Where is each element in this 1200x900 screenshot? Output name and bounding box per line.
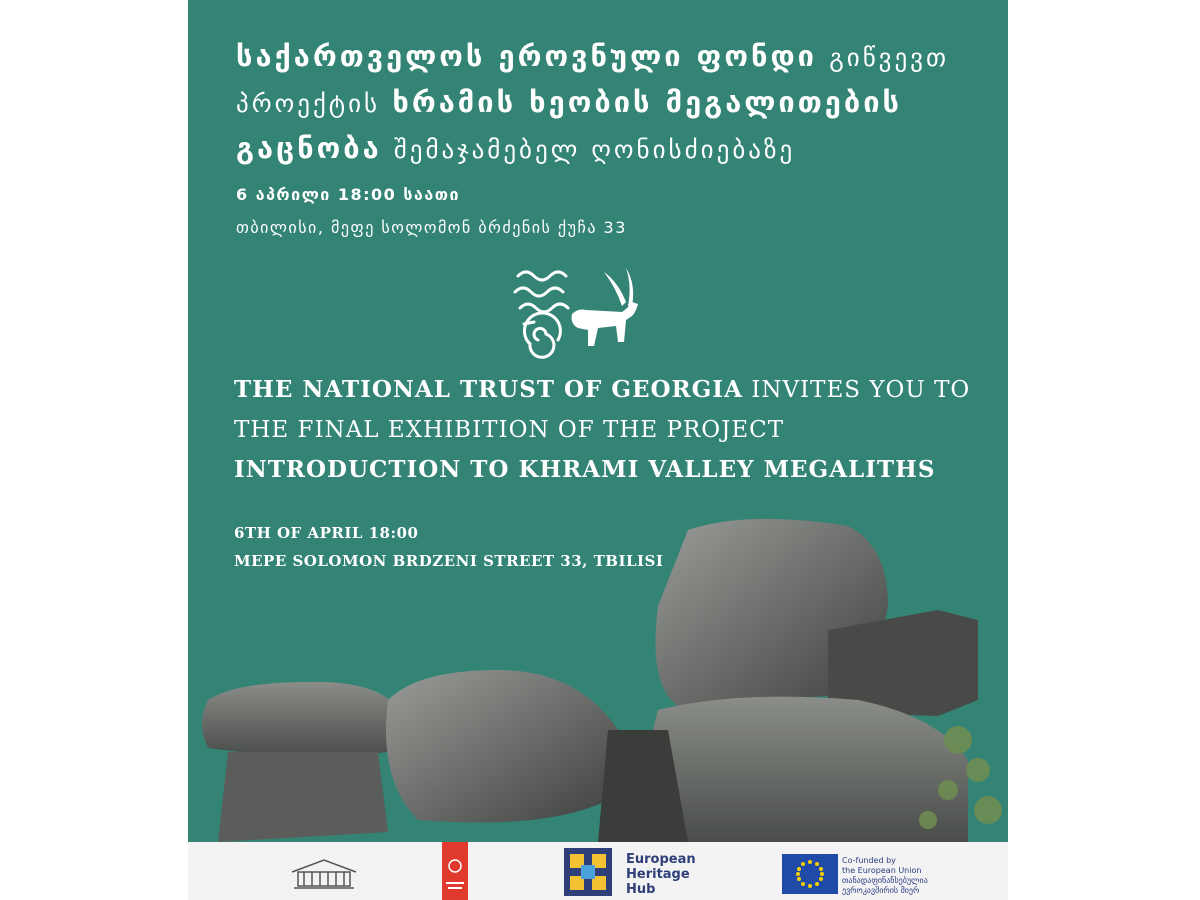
- partner-logos-bar: [188, 842, 1008, 900]
- europa-nostra-logo-icon: [442, 842, 468, 900]
- eu-line-2: the European Union: [842, 866, 922, 875]
- georgian-title: [236, 34, 996, 172]
- eu-flag-icon: [782, 854, 838, 894]
- megalith-stones-image: [188, 490, 1008, 842]
- european-heritage-hub-text: [626, 852, 696, 897]
- ehh-line-3: Hub: [626, 882, 656, 897]
- georgian-title-event: შემაჯამებელ ღონისძიებაზე: [393, 135, 796, 164]
- eu-line-4: ევროკავშირის მიერ: [842, 886, 920, 895]
- ehh-line-2: Heritage: [626, 867, 690, 882]
- eu-line-3: თანადაფინანსებულია: [842, 876, 928, 885]
- english-title-invites: INVITES YOU TO: [751, 377, 971, 403]
- georgian-title-invites: გიწვევთ: [829, 43, 949, 72]
- english-title-project: INTRODUCTION TO KHRAMI VALLEY MEGALITHS: [234, 456, 936, 483]
- georgian-date: 6 აპრილი 18:00 საათი: [236, 185, 460, 204]
- georgian-title-name: ხრამის ხეობის მეგალითების: [392, 85, 903, 119]
- national-trust-logo-icon: [284, 842, 364, 900]
- english-date: 6TH OF APRIL 18:00: [234, 524, 419, 542]
- georgian-title-project: პროექტის: [236, 89, 381, 118]
- georgian-title-name-end: გაცნობა: [236, 131, 382, 165]
- english-title: [234, 370, 994, 490]
- invitation-poster: [188, 0, 1008, 842]
- eu-line-1: Co-funded by: [842, 856, 896, 865]
- english-address: MEPE SOLOMON BRDZENI STREET 33, TBILISI: [234, 552, 664, 570]
- european-heritage-hub-logo-icon: [560, 842, 616, 900]
- eu-cofunded-text: [842, 856, 928, 896]
- georgian-title-org: საქართველოს ეროვნული ფონდი: [236, 39, 818, 73]
- georgian-address: თბილისი, მეფე სოლომონ ბრძენის ქუჩა 33: [236, 218, 627, 237]
- english-title-org: THE NATIONAL TRUST OF GEORGIA: [234, 376, 743, 403]
- english-title-exhibition: THE FINAL EXHIBITION OF THE PROJECT: [234, 417, 785, 443]
- petroglyph-logo-icon: [510, 262, 650, 362]
- ehh-line-1: European: [626, 852, 696, 867]
